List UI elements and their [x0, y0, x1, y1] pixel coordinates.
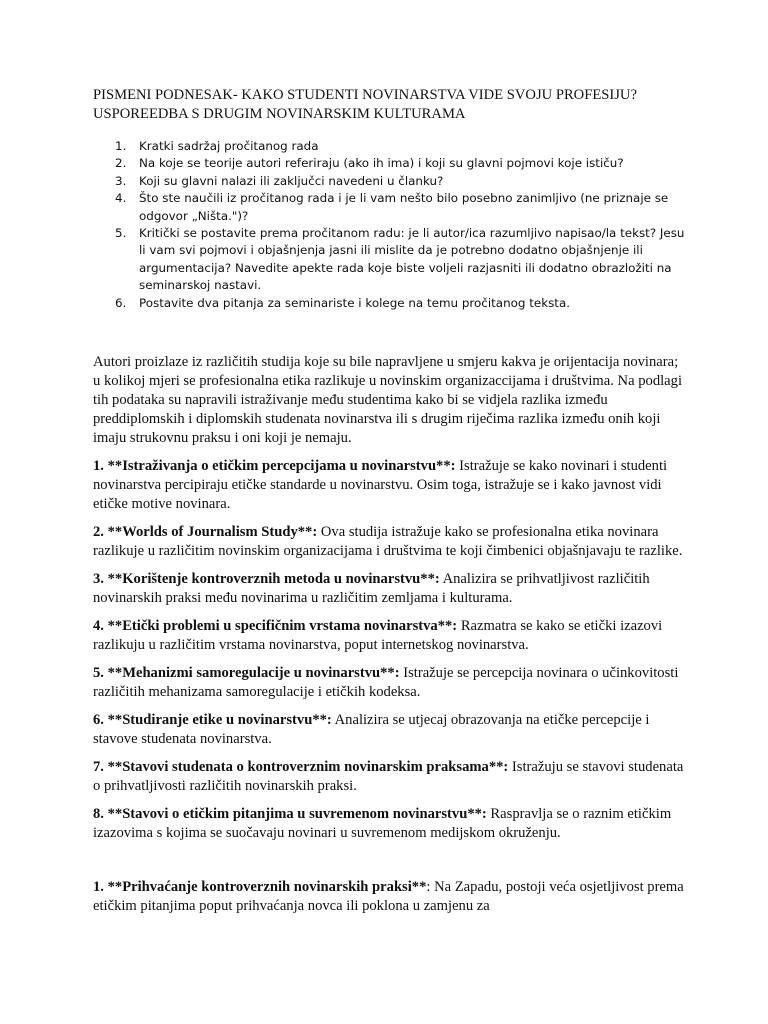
study-text: Istražuje se percepcija novinara o učinkovitosti različitih mehanizama samoregulacije i etičkih kodeksa.: [93, 665, 679, 701]
comparison-heading: 1. **Prihvaćanje kontroverznih novinarskih praksi**: [93, 879, 427, 896]
question-item: [115, 295, 685, 312]
question-text: Koji su glavni nalazi ili zaključci navedeni u članku?: [139, 173, 444, 188]
question-item: [115, 190, 685, 225]
study-item: [93, 617, 685, 655]
intro-paragraph: Autori proizlaze iz različitih studija koje su bile napravljene u smjeru kakva je orijentacija novinara; u kolikoj mjeri se profesionalna etika razlikuje u novinskim organizaccijama i društvima. Na podlagi tih podataka su napravili istraživanje među studentima kako bi se vidjela razlika između preddiplomskih i diplomskih studenata novinarstva ili s drugim riječima razlika između onih koji imaju strukovnu praksu i oni koji je nemaju.: [93, 354, 682, 447]
study-heading: 7. **Stavovi studenata o kontroverznim novinarskim praksama**:: [93, 759, 509, 776]
comparison-text: : Na Zapadu, postoji veća osjetljivost prema etičkim pitanjima poput prihvaćanja novca ili poklona u zamjenu za: [93, 879, 684, 915]
question-number: 3.: [115, 173, 127, 188]
study-text: Analizira se prihvatljivost različitih novinarskih praksi među novinarima u različitim zemljama i kulturama.: [93, 571, 650, 607]
question-number: 2.: [115, 156, 127, 171]
question-list: [93, 138, 685, 312]
study-item: [93, 570, 685, 608]
question-text: Kratki sadržaj pročitanog rada: [139, 139, 319, 153]
question-text: Što ste naučili iz pročitanog rada i je li vam nešto bilo posebno zanimljivo (ne priznaje se odgovor „Ništa.")?: [139, 191, 669, 223]
document-page: [93, 86, 685, 916]
study-heading: 2. **Worlds of Journalism Study**:: [93, 524, 318, 541]
study-heading: 3. **Korištenje kontroverznih metoda u novinarstvu**:: [93, 571, 440, 588]
question-text: Kritički se postavite prema pročitanom radu: je li autor/ica razumljivo napisao/la tekst? Jesu li vam svi pojmovi i objašnjenja jasni ili mislite da je potrebno dodatno objašnjenje ili argumentacija? Navedite apekte rada koje biste voljeli razjasniti ili dodatno obrazložiti na seminarskoj nastavi.: [139, 226, 685, 293]
study-text: Istražuju se stavovi studenata o prihvatljivosti različitih novinarskih praksi.: [93, 759, 684, 795]
question-item: [115, 138, 685, 155]
study-item: [93, 457, 685, 514]
study-text: Ova studija istražuje kako se profesionalna etika novinara razlikuje u različitim novinskim organizacijama i društvima te koji čimbenici objašnjavaju te razlike.: [93, 524, 683, 560]
question-number: 5.: [115, 226, 127, 241]
title-line-2: USPOREEDBA S DRUGIM NOVINARSKIM KULTURAMA: [93, 106, 466, 122]
question-number: 6.: [115, 295, 127, 310]
study-item: [93, 805, 685, 843]
study-text: Istražuje se kako novinari i studenti novinarstva percipiraju etičke standarde u novinarstvu. Osim toga, istražuje se i kako javnost vidi etičke motive novinara.: [93, 458, 668, 513]
study-text: Raspravlja se o raznim etičkim izazovima s kojima se suočavaju novinari u suvremenom medijskom okruženju.: [93, 806, 672, 842]
comparison-item: [93, 878, 685, 916]
question-number: 1.: [115, 139, 127, 153]
question-number: 4.: [115, 191, 127, 206]
title-line-1: PISMENI PODNESAK- KAKO STUDENTI NOVINARSTVA VIDE SVOJU PROFESIJU?: [93, 87, 637, 103]
question-text: Na koje se teorije autori referiraju (ako ih ima) i koji su glavni pojmovi koje ističu?: [139, 156, 624, 171]
study-heading: 1. **Istraživanja o etičkim percepcijama u novinarstvu**:: [93, 458, 456, 475]
study-item: [93, 523, 685, 561]
study-text: Razmatra se kako se etički izazovi razlikuju u različitim vrstama novinarstva, poput internetskog novinarstva.: [93, 618, 663, 654]
document-title: [93, 86, 685, 124]
study-heading: 6. **Studiranje etike u novinarstvu**:: [93, 712, 332, 729]
question-text: Postavite dva pitanja za seminariste i kolege na temu pročitanog teksta.: [139, 295, 571, 310]
study-heading: 5. **Mehanizmi samoregulacije u novinarstvu**:: [93, 665, 400, 682]
study-item: [93, 711, 685, 749]
question-item: [115, 173, 685, 190]
study-item: [93, 758, 685, 796]
question-item: [115, 155, 685, 172]
study-heading: 4. **Etički problemi u specifičnim vrstama novinarstva**:: [93, 618, 458, 635]
study-text: Analizira se utjecaj obrazovanja na etičke percepcije i stavove studenata novinarstva.: [93, 712, 650, 748]
study-heading: 8. **Stavovi o etičkim pitanjima u suvremenom novinarstvu**:: [93, 806, 487, 823]
study-item: [93, 664, 685, 702]
question-item: [115, 225, 685, 295]
